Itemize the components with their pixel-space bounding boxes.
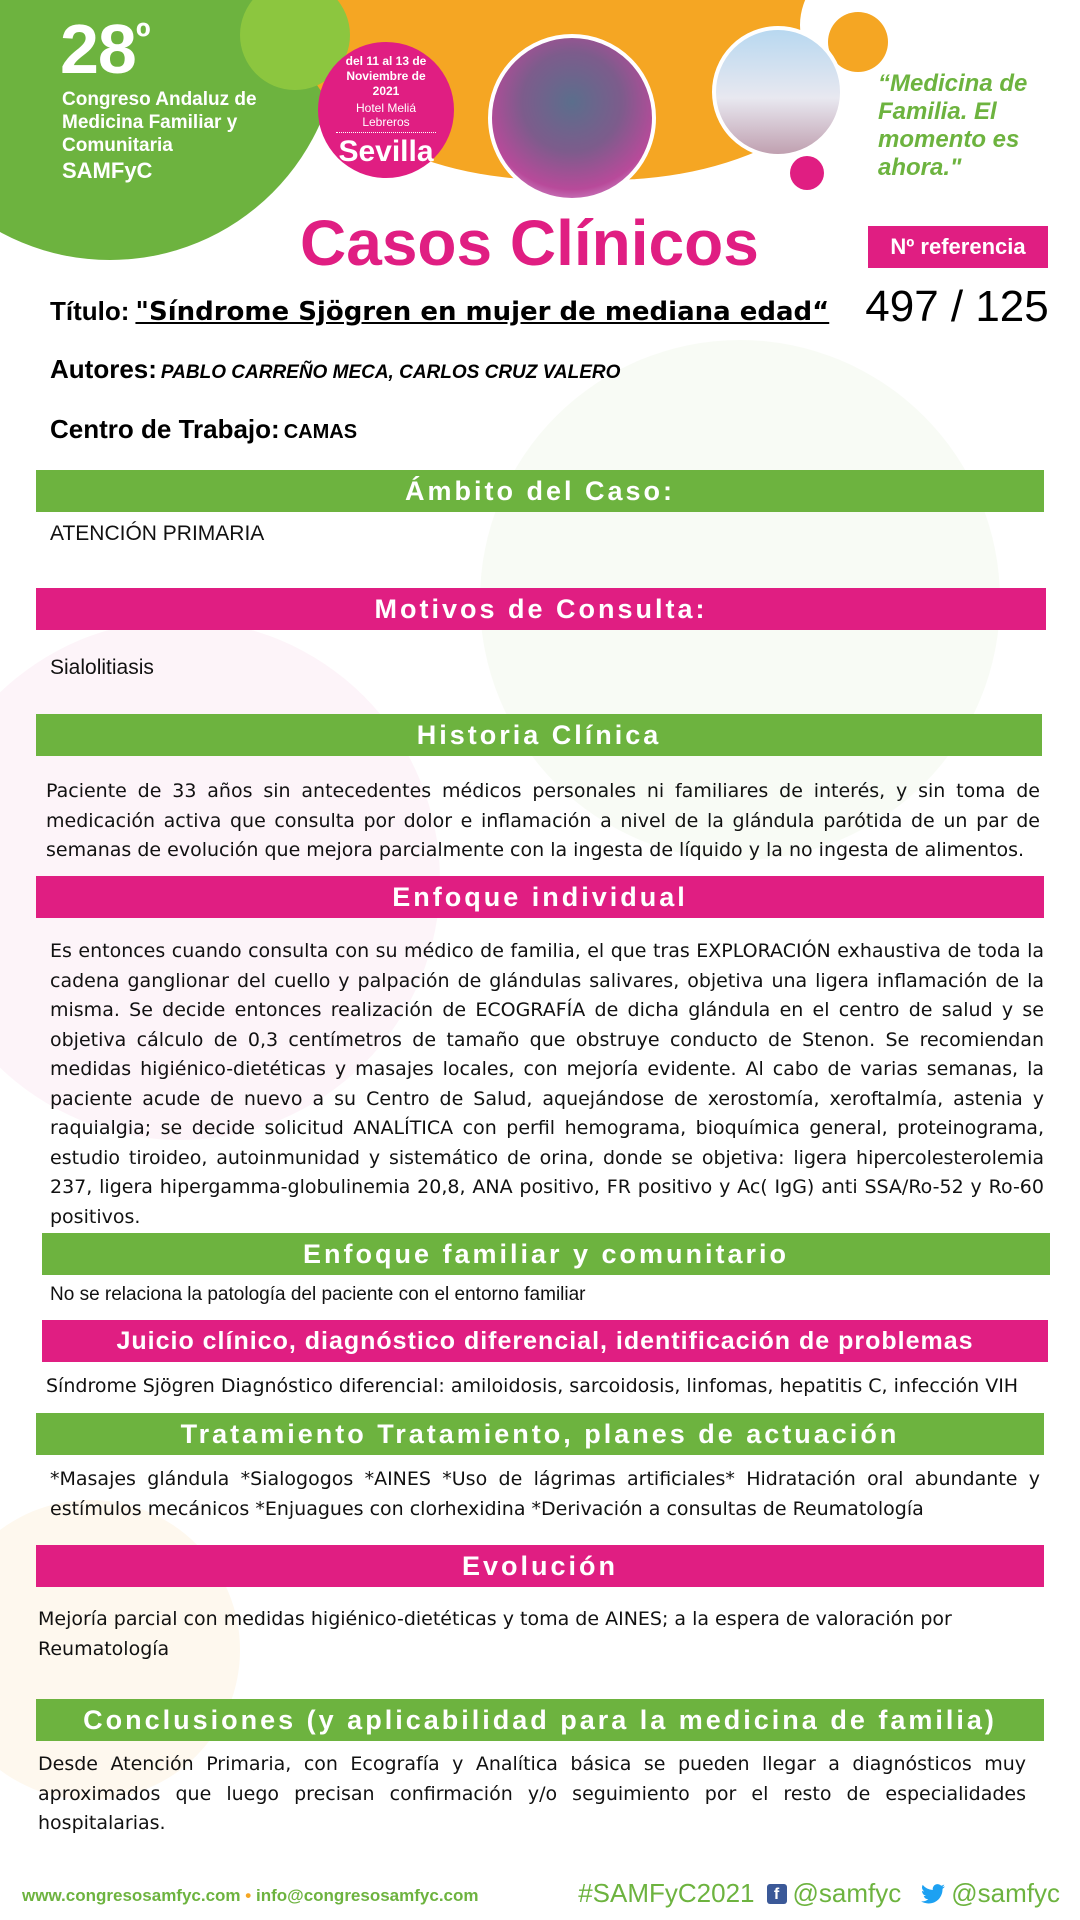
section-evolucion-text: Mejoría parcial con medidas higiénico-dietéticas y toma de AINES; a la espera de valoración por Reumatología xyxy=(38,1608,952,1660)
facebook-icon[interactable]: f xyxy=(767,1884,787,1904)
venue: Hotel Meliá Lebreros xyxy=(336,101,436,133)
section-tratamiento-text: *Masajes glándula *Sialogogos *AINES *Uso de lágrimas artificiales* Hidratación oral abundante y estímulos mecánicos *Enjuagues con clorhexidina *Derivación a consultas de Reumatología xyxy=(50,1468,1040,1520)
autores-value: PABLO CARREÑO MECA, CARLOS CRUZ VALERO xyxy=(160,362,621,383)
section-ambito-text: ATENCIÓN PRIMARIA xyxy=(50,522,265,545)
centro-label: Centro de Trabajo: xyxy=(50,414,280,444)
section-historia-heading: Historia Clínica xyxy=(36,714,1042,756)
header-pink-dot xyxy=(790,156,824,190)
section-historia-text: Paciente de 33 años sin antecedentes médicos personales ni familiares de interés, y sin toma de medicación activa que consulta por dolor e inflamación a nivel de la glándula parótida de un par de semanas de evolución que mejora parcialmente con la ingesta de líquido y la no ingesta de alimentos. xyxy=(46,780,1040,861)
email-link[interactable]: info@congresosamfyc.com xyxy=(255,1886,479,1905)
date-line: del 11 al 13 de Noviembre de 2021 xyxy=(345,54,427,98)
sevilla-photo-bridge xyxy=(712,26,844,158)
section-motivos-text: Sialolitiasis xyxy=(50,656,154,679)
section-tratamiento-heading: Tratamiento Tratamiento, planes de actuación xyxy=(36,1413,1044,1455)
section-ambito-heading: Ámbito del Caso: xyxy=(36,470,1044,512)
autores-row xyxy=(50,354,620,385)
section-conclusiones-heading: Conclusiones (y aplicabilidad para la medicina de familia) xyxy=(36,1699,1044,1741)
reference-number: 497 / 125 xyxy=(865,282,1049,331)
section-juicio-heading: Juicio clínico, diagnóstico diferencial, identificación de problemas xyxy=(42,1320,1048,1362)
footer-social xyxy=(578,1878,1060,1909)
titulo-row xyxy=(50,296,829,327)
section-evolucion-heading: Evolución xyxy=(36,1545,1044,1587)
footer-contact xyxy=(22,1886,479,1906)
congress-name: Congreso Andaluz de Medicina Familiar y Comunitaria xyxy=(62,89,257,156)
twitter-icon[interactable] xyxy=(921,1884,945,1904)
congress-acronym: SAMFyC xyxy=(62,158,153,183)
congress-quote: “Medicina de Familia. El momento es ahora." xyxy=(878,70,1028,181)
twitter-handle[interactable]: @samfyc xyxy=(951,1878,1060,1908)
section-enfoque-individual-text: Es entonces cuando consulta con su médico de familia, el que tras EXPLORACIÓN exhaustiva de toda la cadena ganglionar del cuello y palpación de glándulas salivares, objetiva una ligera inflamación de la misma. Se decide entonces realización de ECOGRAFÍA de dicha glándula en el centro de salud y se objetiva cálculo de 0,3 centímetros de tamaño que obstruye conducto de Stenon. Se recomiendan medidas higiénico-dietéticas y masajes locales, con mejoría evidente. Al cabo de varias semanas, la paciente acude de nuevo a su Centro de Salud, aquejándose de xerostomía, xeroftalmía, astenia y raquialgia; se decide solicitud ANALÍTICA con perfil hemograma, bioquímica general, proteinograma, estudio tiroideo, autoinmunidad y sistemático de orina, donde se objetiva: ligera hipercolesterolemia 237, ligera hipergamma-globulinemia 20,8, ANA positivo, FR positivo y Ac( IgG) anti SSA/Ro-52 y Ro-60 positivos. xyxy=(50,940,1044,1228)
titulo-value: "Síndrome Sjögren en mujer de mediana edad“ xyxy=(135,297,830,327)
autores-label: Autores: xyxy=(50,354,157,384)
titulo-label: Título: xyxy=(50,296,130,326)
section-enfoque-familiar-text: No se relaciona la patología del paciente con el entorno familiar xyxy=(50,1284,586,1305)
section-enfoque-individual-heading: Enfoque individual xyxy=(36,876,1044,918)
centro-value: CAMAS xyxy=(283,421,358,443)
centro-row xyxy=(50,414,357,445)
city: Sevilla xyxy=(338,135,434,168)
congress-number: $28^º$ xyxy=(60,10,150,88)
section-juicio-text: Síndrome Sjögren Diagnóstico diferencial: amiloidosis, sarcoidosis, linfomas, hepatitis C, infección VIH xyxy=(46,1375,1019,1397)
footer-separator: • xyxy=(245,1886,252,1905)
page-title: Casos Clínicos xyxy=(300,207,759,279)
section-motivos-heading: Motivos de Consulta: xyxy=(36,588,1046,630)
sevilla-photo-statue xyxy=(488,34,656,202)
reference-label: Nº referencia xyxy=(868,226,1048,268)
website-link[interactable]: www.congresosamfyc.com xyxy=(22,1886,241,1905)
hashtag: #SAMFyC2021 xyxy=(578,1878,755,1908)
facebook-handle[interactable]: @samfyc xyxy=(792,1878,902,1908)
section-enfoque-familiar-heading: Enfoque familiar y comunitario xyxy=(42,1233,1050,1275)
section-conclusiones-text: Desde Atención Primaria, con Ecografía y Analítica básica se pueden llegar a diagnósticos muy aproximados que luego precisan confirmación y/o seguimiento por el resto de especialidades hospitalarias. xyxy=(38,1753,1026,1834)
date-badge xyxy=(318,42,454,178)
